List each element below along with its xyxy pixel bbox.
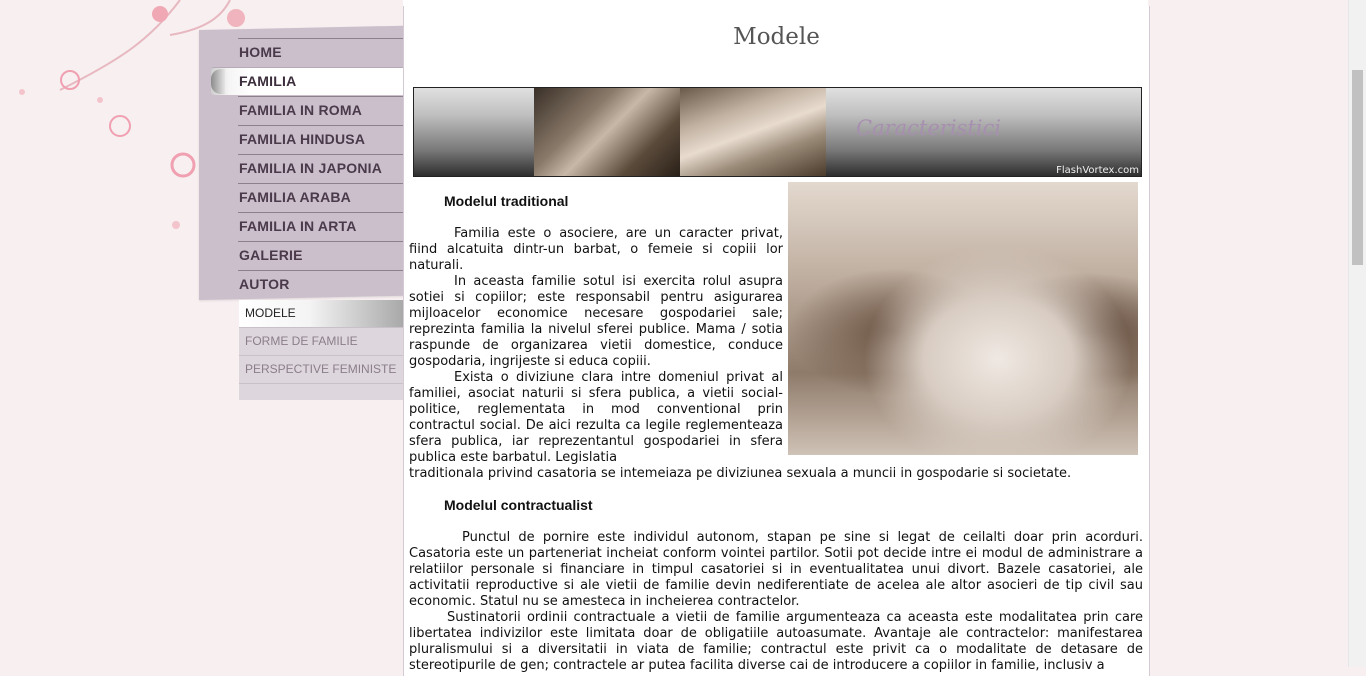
- contractual-text: [409, 530, 1143, 674]
- family-dinner-photo: [788, 182, 1138, 455]
- subnav-item-modele[interactable]: MODELE: [239, 300, 404, 328]
- nav-item-galerie[interactable]: [238, 241, 404, 269]
- content-panel: [403, 6, 1150, 676]
- paragraph: Exista o diviziune clara intre domeniul privat al familiei, asociat naturii si sfera publica, a vietii social-politice, reglementata in mod conventional prin contractul social. De aici rezulta ca legile reglementeaza sfera publica, iar reprezentantul gospodariei in sfera publica este barbatul. Legislatia: [409, 370, 783, 465]
- subnav-item-perspective-feministe[interactable]: PERSPECTIVE FEMINISTE: [239, 356, 404, 384]
- section-heading-traditional: Modelul traditional: [444, 193, 569, 209]
- nav-item-label: AUTOR: [239, 276, 290, 292]
- nav-item-familia-hindusa[interactable]: [238, 125, 404, 153]
- banner: [413, 87, 1142, 177]
- paragraph: Familia este o asociere, are un caracter privat, fiind alcatuita dintr-un barbat, o femeie si copiii lor naturali.: [409, 226, 783, 273]
- page-title: Modele: [733, 24, 820, 50]
- nav-item-familia-araba[interactable]: [238, 183, 404, 211]
- nav-item-home[interactable]: [238, 38, 404, 66]
- nav-item-label: FAMILIA: [239, 73, 297, 89]
- nav-item-label: HOME: [239, 44, 282, 60]
- scrollbar-thumb[interactable]: [1352, 70, 1363, 265]
- nav-item-familia[interactable]: [211, 67, 404, 95]
- banner-mother-children-photo: [680, 88, 826, 176]
- section-heading-contractual: Modelul contractualist: [444, 497, 593, 513]
- banner-watermark: FlashVortex.com: [1056, 165, 1139, 176]
- paragraph: In aceasta familie sotul isi exercita rolul asupra sotiei si copiilor; este responsabil pentru asigurarea mijloacelor economice necesare gospodariei sale; reprezinta familia la nivelul sferei publice. Mama / sotia raspunde de organizarea vietii domestice, conduce gospodaria, ingrijeste si educa copiii.: [409, 274, 783, 369]
- nav-item-familia-in-roma[interactable]: [238, 96, 404, 124]
- traditional-text: [409, 226, 783, 466]
- nav-item-autor[interactable]: [238, 270, 404, 298]
- nav-item-label: FAMILIA IN ROMA: [239, 102, 363, 118]
- nav-item-label: FAMILIA ARABA: [239, 189, 351, 205]
- nav-item-familia-in-arta[interactable]: [238, 212, 404, 240]
- paragraph: traditionala privind casatoria se intemeiaza pe diviziunea sexuala a muncii in gospodarie si societate.: [409, 466, 1072, 481]
- nav-item-label: GALERIE: [239, 247, 303, 263]
- main-nav: [199, 38, 404, 299]
- nav-item-familia-in-japonia[interactable]: [238, 154, 404, 182]
- paragraph: Sustinatorii ordinii contractuale a vietii de familie argumenteaza ca aceasta este modalitatea prin care libertatea indivizilor este limitata doar de obligatiile autoasumate. Avantaje ale contractelor: manifestarea pluralismului si a diversitatii in viata de familie; contractul este privit ca o modalitate de detasare de stereotipurile de gen; contractele ar putea facilita diverse cai de introducere a copiilor in familie, inclusiv a: [409, 610, 1143, 673]
- nav-item-label: FAMILIA IN ARTA: [239, 218, 357, 234]
- sub-nav: [239, 300, 404, 400]
- vertical-scrollbar[interactable]: [1348, 0, 1366, 667]
- page-curl-icon: [211, 69, 225, 94]
- nav-item-label: FAMILIA HINDUSA: [239, 131, 366, 147]
- subnav-item-forme-de-familie[interactable]: FORME DE FAMILIE: [239, 328, 404, 356]
- paragraph: Punctul de pornire este individul autonom, stapan pe sine si legat de ceilalti doar prin acorduri. Casatoria este un parteneriat incheiat conform vointei partilor. Sotii pot decide intre ei modul de administrare a relatiilor personale si financiare in timpul casatoriei si in eventualitatea unui divort. Bazele casatoriei, ale activitatii reproductive si ale vietii de familie devin nediferentiate de acelea ale altor asocieri de tip civil sau economic. Statul nu se amesteca in incheierea contractelor.: [409, 530, 1143, 609]
- traditional-text-continued: [409, 466, 1143, 482]
- banner-family-photo: [534, 88, 680, 176]
- nav-item-label: FAMILIA IN JAPONIA: [239, 160, 383, 176]
- banner-caption: Caracteristici: [856, 116, 1001, 140]
